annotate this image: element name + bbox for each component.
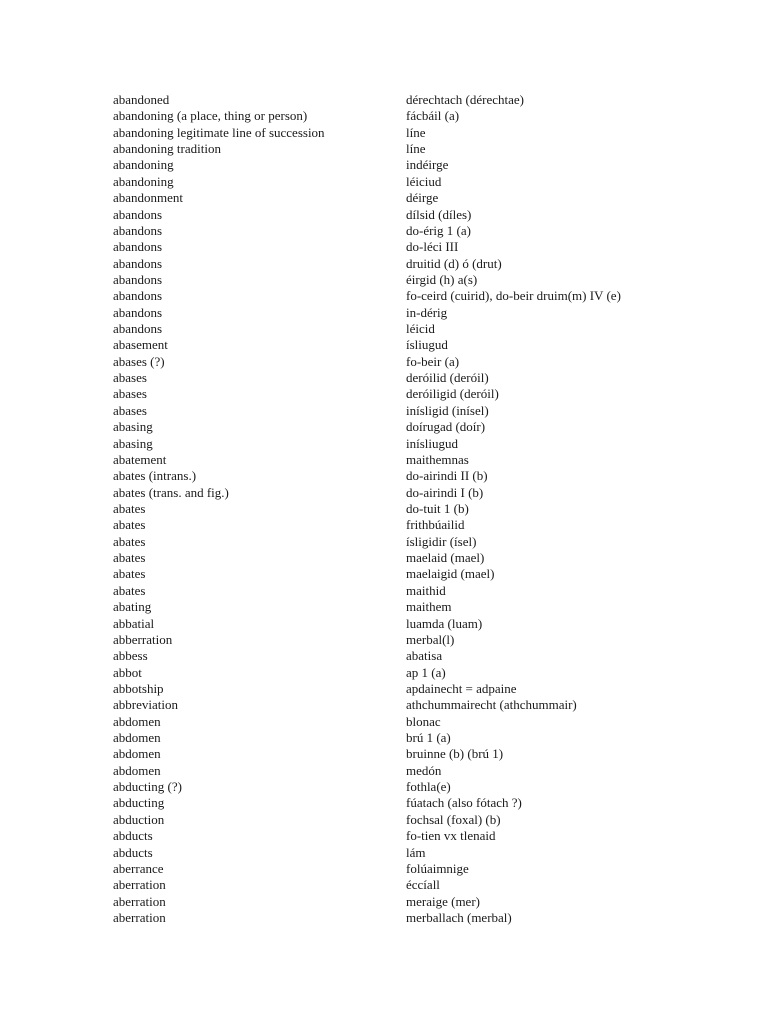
glossary-row	[113, 730, 753, 746]
irish-gloss: ap 1 (a)	[406, 664, 446, 680]
irish-gloss: luamda (luam)	[406, 615, 483, 631]
irish-gloss: ísligidir (ísel)	[406, 533, 477, 549]
english-term: abduction	[113, 811, 165, 827]
irish-gloss: maelaid (mael)	[406, 550, 485, 566]
glossary-row	[113, 632, 753, 648]
glossary-row	[113, 697, 753, 713]
english-term: abating	[113, 599, 152, 615]
glossary-row	[113, 812, 753, 828]
english-term: abandoned	[113, 92, 170, 107]
glossary-row	[113, 419, 753, 435]
glossary-row	[113, 763, 753, 779]
english-term: abandoning (a place, thing or person)	[113, 108, 308, 124]
english-term: abbot	[113, 664, 142, 680]
english-term: abandonment	[113, 190, 184, 206]
english-term: abasing	[113, 435, 153, 451]
english-term: abandons	[113, 239, 163, 255]
english-term: aberration	[113, 877, 166, 893]
irish-gloss: do-léci III	[406, 239, 459, 255]
glossary-row	[113, 157, 753, 173]
english-term: abates	[113, 500, 146, 516]
glossary-row	[113, 845, 753, 861]
irish-gloss: doírugad (doír)	[406, 419, 486, 435]
english-term: abates (trans. and fig.)	[113, 484, 229, 500]
irish-gloss: lám	[406, 844, 426, 860]
irish-gloss: blonac	[406, 713, 441, 729]
english-term: abases (?)	[113, 353, 165, 369]
glossary-row	[113, 190, 753, 206]
english-term: abbotship	[113, 680, 164, 696]
glossary-row	[113, 436, 753, 452]
glossary-row	[113, 485, 753, 501]
irish-gloss: bruinne (b) (brú 1)	[406, 746, 504, 762]
english-term: abates	[113, 566, 146, 582]
glossary-row	[113, 108, 753, 124]
english-term: abdomen	[113, 762, 161, 778]
glossary-row	[113, 779, 753, 795]
irish-gloss: deróilid (deróil)	[406, 370, 489, 386]
english-term: abbess	[113, 648, 148, 664]
english-term: abbreviation	[113, 697, 178, 713]
glossary-row	[113, 861, 753, 877]
irish-gloss: maithemnas	[406, 451, 469, 467]
english-term: abatement	[113, 451, 167, 467]
glossary-row	[113, 174, 753, 190]
irish-gloss: do-tuit 1 (b)	[406, 500, 469, 516]
glossary-row	[113, 321, 753, 337]
glossary-row	[113, 272, 753, 288]
english-term: abandoning	[113, 157, 174, 173]
glossary-row	[113, 256, 753, 272]
english-term: abducts	[113, 844, 153, 860]
irish-gloss: fothla(e)	[406, 779, 451, 795]
glossary-row	[113, 665, 753, 681]
english-term: abandoning legitimate line of succession	[113, 124, 325, 140]
irish-gloss: maithid	[406, 582, 446, 598]
english-term: abases	[113, 370, 147, 386]
english-term: abdomen	[113, 746, 161, 762]
irish-gloss: folúaimnige	[406, 860, 469, 876]
glossary-row	[113, 452, 753, 468]
english-term: abandons	[113, 271, 163, 287]
irish-gloss: apdainecht = adpaine	[406, 680, 517, 696]
irish-gloss: brú 1 (a)	[406, 730, 451, 746]
glossary-row	[113, 746, 753, 762]
irish-gloss: léiciud	[406, 173, 442, 189]
english-term: abasing	[113, 419, 153, 435]
english-term: abducts	[113, 828, 153, 844]
irish-gloss: fácbáil (a)	[406, 108, 460, 124]
glossary-row	[113, 288, 753, 304]
irish-gloss: athchummairecht (athchummair)	[406, 697, 577, 713]
irish-gloss: dérechtach (dérechtae)	[406, 92, 524, 107]
irish-gloss: druitid (d) ó (drut)	[406, 255, 502, 271]
english-term: abbatial	[113, 615, 155, 631]
irish-gloss: fo-ceird (cuirid), do-beir druim(m) IV (e)	[406, 288, 621, 304]
irish-gloss: fúatach (also fótach ?)	[406, 795, 522, 811]
irish-gloss: dílsid (díles)	[406, 206, 472, 222]
english-term: abates	[113, 582, 146, 598]
glossary-row	[113, 125, 753, 141]
english-term: abandons	[113, 222, 163, 238]
irish-gloss: déirge	[406, 190, 439, 206]
english-term: abandoning	[113, 173, 174, 189]
glossary-row	[113, 534, 753, 550]
english-term: abberration	[113, 631, 173, 647]
glossary-row	[113, 828, 753, 844]
irish-gloss: meraige (mer)	[406, 893, 480, 909]
english-term: abdomen	[113, 713, 161, 729]
english-term: abandons	[113, 304, 163, 320]
irish-gloss: líne	[406, 124, 426, 140]
irish-gloss: maelaigid (mael)	[406, 566, 495, 582]
irish-gloss: éirgid (h) a(s)	[406, 271, 478, 287]
glossary-row	[113, 795, 753, 811]
glossary-row	[113, 616, 753, 632]
irish-gloss: fo-tien vx tlenaid	[406, 828, 496, 844]
glossary-row	[113, 599, 753, 615]
irish-gloss: deróiligid (deróil)	[406, 386, 499, 402]
glossary-row	[113, 305, 753, 321]
english-term: abates (intrans.)	[113, 468, 197, 484]
irish-gloss: indéirge	[406, 157, 449, 173]
english-term: abases	[113, 402, 147, 418]
irish-gloss: inísligid (inísel)	[406, 402, 489, 418]
glossary-row	[113, 223, 753, 239]
irish-gloss: do-érig 1 (a)	[406, 222, 471, 238]
english-term: abdomen	[113, 730, 161, 746]
irish-gloss: éccíall	[406, 877, 440, 893]
glossary-row	[113, 239, 753, 255]
irish-gloss: frithbúailid	[406, 517, 465, 533]
glossary-row	[113, 550, 753, 566]
glossary-row	[113, 403, 753, 419]
english-term: aberration	[113, 909, 166, 925]
irish-gloss: fo-beir (a)	[406, 353, 460, 369]
english-term: abandons	[113, 255, 163, 271]
english-term: abates	[113, 517, 146, 533]
irish-gloss: maithem	[406, 599, 452, 615]
irish-gloss: do-airindi II (b)	[406, 468, 488, 484]
irish-gloss: do-airindi I (b)	[406, 484, 484, 500]
english-term: abducting	[113, 795, 165, 811]
irish-gloss: ísliugud	[406, 337, 448, 353]
glossary-row	[113, 370, 753, 386]
glossary-list	[113, 92, 753, 926]
english-term: abandons	[113, 206, 163, 222]
glossary-row	[113, 354, 753, 370]
glossary-row	[113, 468, 753, 484]
glossary-row	[113, 583, 753, 599]
irish-gloss: merbal(l)	[406, 631, 455, 647]
glossary-row	[113, 910, 753, 926]
glossary-row	[113, 714, 753, 730]
english-term: abandons	[113, 288, 163, 304]
glossary-row	[113, 877, 753, 893]
glossary-row	[113, 92, 753, 108]
glossary-row	[113, 517, 753, 533]
glossary-row	[113, 648, 753, 664]
english-term: abandons	[113, 321, 163, 337]
glossary-row	[113, 566, 753, 582]
english-term: aberrance	[113, 860, 164, 876]
glossary-row	[113, 501, 753, 517]
irish-gloss: medón	[406, 762, 442, 778]
english-term: abates	[113, 550, 146, 566]
glossary-row	[113, 894, 753, 910]
glossary-row	[113, 681, 753, 697]
irish-gloss: léicid	[406, 321, 435, 337]
irish-gloss: líne	[406, 141, 426, 157]
irish-gloss: merballach (merbal)	[406, 909, 512, 925]
glossary-row	[113, 386, 753, 402]
glossary-row	[113, 207, 753, 223]
irish-gloss: abatisa	[406, 648, 443, 664]
irish-gloss: fochsal (foxal) (b)	[406, 811, 501, 827]
english-term: abasement	[113, 337, 168, 353]
glossary-row	[113, 337, 753, 353]
english-term: abandoning tradition	[113, 141, 221, 157]
irish-gloss: in-dérig	[406, 304, 448, 320]
english-term: aberration	[113, 893, 166, 909]
english-term: abates	[113, 533, 146, 549]
glossary-row	[113, 141, 753, 157]
english-term: abases	[113, 386, 147, 402]
irish-gloss: inísliugud	[406, 435, 459, 451]
english-term: abducting (?)	[113, 779, 182, 795]
